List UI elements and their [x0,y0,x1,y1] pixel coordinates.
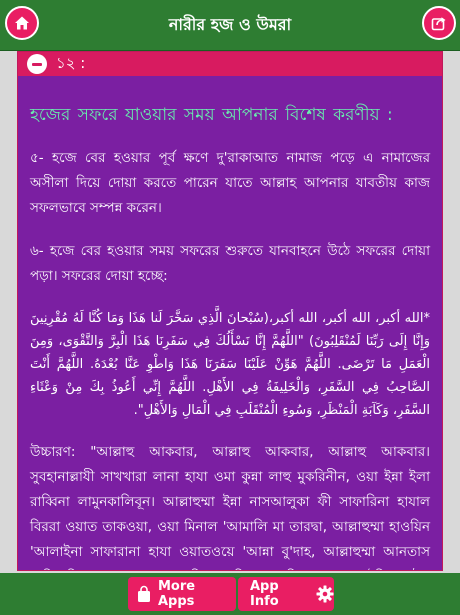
gear-icon [316,585,334,603]
shopping-bag-icon [136,585,152,603]
section-header[interactable] [18,52,442,76]
content-panel [17,51,443,571]
paragraph-5: ৫- হজে বের হওয়ার পূর্ব ক্ষণে দু'রাকাআত নামাজ পড়ে এ নামাজের অসীলা দিয়ে দোয়া করতে পারেন যাতে আল্লাহ আপনার যাবতীয় কাজ সফলভাবে সম্পন্ন করেন। [30,150,430,216]
pronunciation-text: উচ্চারণ: "আল্লাহু আকবার, আল্লাহু আকবার, আল্লাহু আকবার। সুবহানাল্লাযী সাখখারা লানা হাযা ওমা কুন্না লাহু মুকরিনীন, ওয়া ইন্না ইলা রাব্বিনা লামুনকালিবূন। আল্লাহুম্মা ইন্না নাসআলুকা ফী সাফারিনা হাযাল বিররা ওয়াত তাকওয়া, ওয়া মিনাল 'আমালি মা তারদ্বা, আল্লাহুম্মা হাওয়িন 'আলাইনা সাফারানা হাযা ওয়াতওয়ে 'আন্না বু'দাহ, আল্লাহুম্মা আনতাস [30,444,430,560]
section-number: ১২ : [56,54,86,72]
bottom-bar [0,573,460,615]
arabic-dua: *الله أكبر، الله أكبر، الله أكبر،(سُبْحانَ الَّذِي سَخَّرَ لَنا هَذَا وَمَا كُنَّا لَهُ مُقْرِنِينَ وَإِنَّا إِلَى رَبِّنَا لَمُنْقَلِبُونَ) "اللَّهُمَّ إِنَّا نَسْأَلُكَ فِي سَفَرِنَا هَذَا الْبِرَّ وَالتَّقْوَى، وَمِنَ الْعَمَلِ مَا تَرْضَى. اللَّهُمَّ هَوِّنْ عَلَيْنَا سَفَرَنَا هَذَا وَاطْوِ عَنَّا بُعْدَهُ. اللَّهُمَّ أَنْتَ الصَّاحِبُ فِي السَّفَرِ، وَالْخَلِيفَةُ فِي الأَهْلِ. اللَّهُمَّ إِنِّي أَعُوذُ بِكَ مِنْ وَعْثَاءِ السَّفَرِ، وَكَآبَةِ الْمَنْظَرِ، وَسُوءِ الْمُنْقَلَبِ فِي الْمَالِ وَالأَهْلِ". [30,311,430,418]
app-bar [0,0,460,51]
share-icon [431,15,447,31]
section-content [30,102,430,571]
share-button[interactable] [422,6,456,40]
more-apps-button[interactable] [128,577,236,611]
app-info-label: App Info [250,579,279,609]
collapse-icon[interactable] [27,54,47,74]
paragraph-6: ৬- হজে বের হওয়ার সময় সফরের শুরুতে যানবাহনে উঠে সফরের দোয়া পড়া। সফরের দোয়া হচ্ছে: [30,243,430,284]
more-apps-label: More Apps [158,579,196,609]
app-info-button[interactable] [238,577,334,611]
app-title: নারীর হজ ও উমরা [168,15,292,34]
section-heading: হজের সফরে যাওয়ার সময় আপনার বিশেষ করণীয় : [30,105,393,125]
